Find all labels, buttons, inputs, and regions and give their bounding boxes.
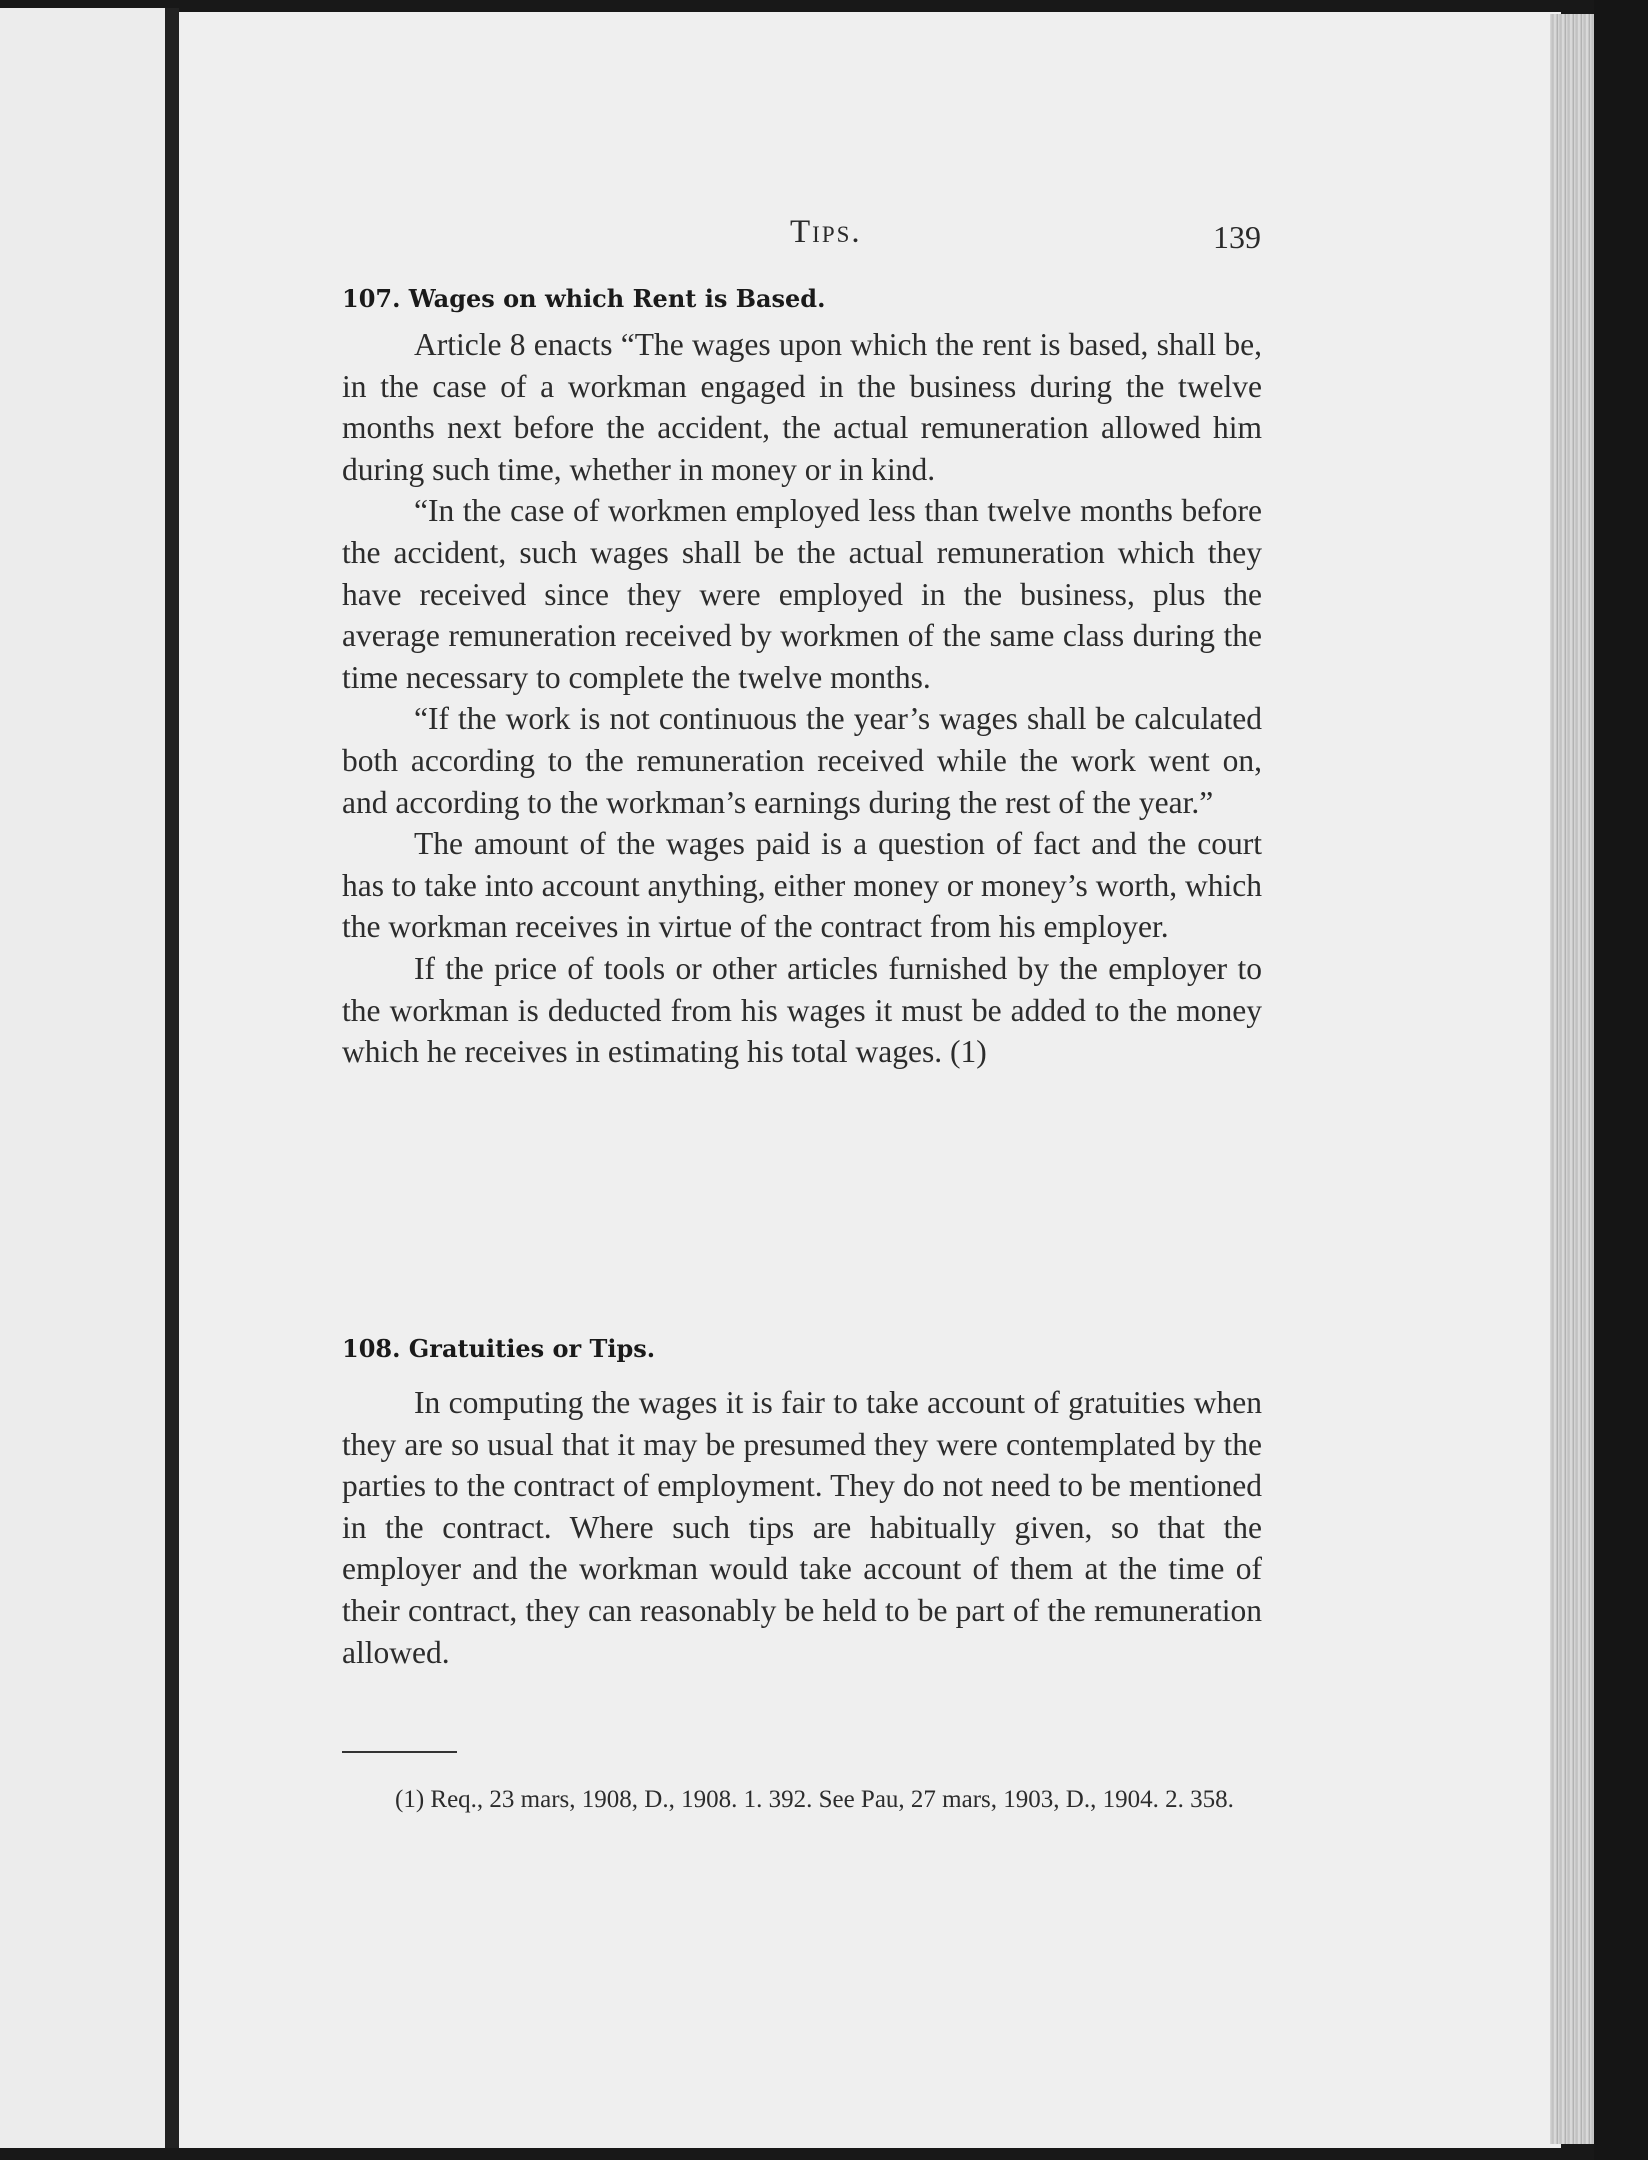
paragraph: The amount of the wages paid is a question of fact and the court has to take into account anything, either money or money’s worth, which the workman receives in virtue of the contract from his employer.	[342, 826, 1262, 945]
section-heading-107: 107. Wages on which Rent is Based.	[342, 284, 826, 313]
section-107-body	[342, 324, 1262, 1073]
book-gutter	[165, 8, 179, 2148]
book-cover-edge	[1594, 0, 1648, 2160]
page-stack-edges	[1550, 14, 1594, 2144]
paragraph: “In the case of workmen employed less than twelve months before the accident, such wages shall be the actual remuneration which they have received since they were employed in the business, plus the average remuneration received by workmen of the same class during the time necessary to complete the twelve months.	[342, 493, 1262, 695]
running-head: Tips.	[790, 214, 862, 250]
paragraph: In computing the wages it is fair to take account of gratuities when they are so usual that it may be presumed they were contemplated by the parties to the contract of employment. They do not need to be mentioned in the contract. Where such tips are habitually given, so that the employer and the workman would take account of them at the time of their contract, they can reasonably be held to be part of the remuneration allowed.	[342, 1385, 1262, 1670]
paragraph: “If the work is not continuous the year’s wages shall be calculated both according to the remuneration received while the work went on, and according to the workman’s earnings during the rest of the year.”	[342, 701, 1262, 820]
paragraph: Article 8 enacts “The wages upon which the rent is based, shall be, in the case of a workman engaged in the business during the twelve months next before the accident, the actual remuneration allowed him during such time, whether in money or in kind.	[342, 327, 1262, 487]
section-108-body	[342, 1382, 1262, 1673]
footnote-rule	[342, 1751, 457, 1753]
footnote: (1) Req., 23 mars, 1908, D., 1908. 1. 392. See Pau, 27 mars, 1903, D., 1904. 2. 358.	[395, 1786, 1234, 1813]
page-number: 139	[1213, 219, 1261, 255]
paragraph: If the price of tools or other articles furnished by the employer to the workman is deducted from his wages it must be added to the money which he receives in estimating his total wages. (1)	[342, 950, 1262, 1070]
left-page-edge	[0, 8, 165, 2148]
section-heading-108: 108. Gratuities or Tips.	[342, 1334, 656, 1363]
